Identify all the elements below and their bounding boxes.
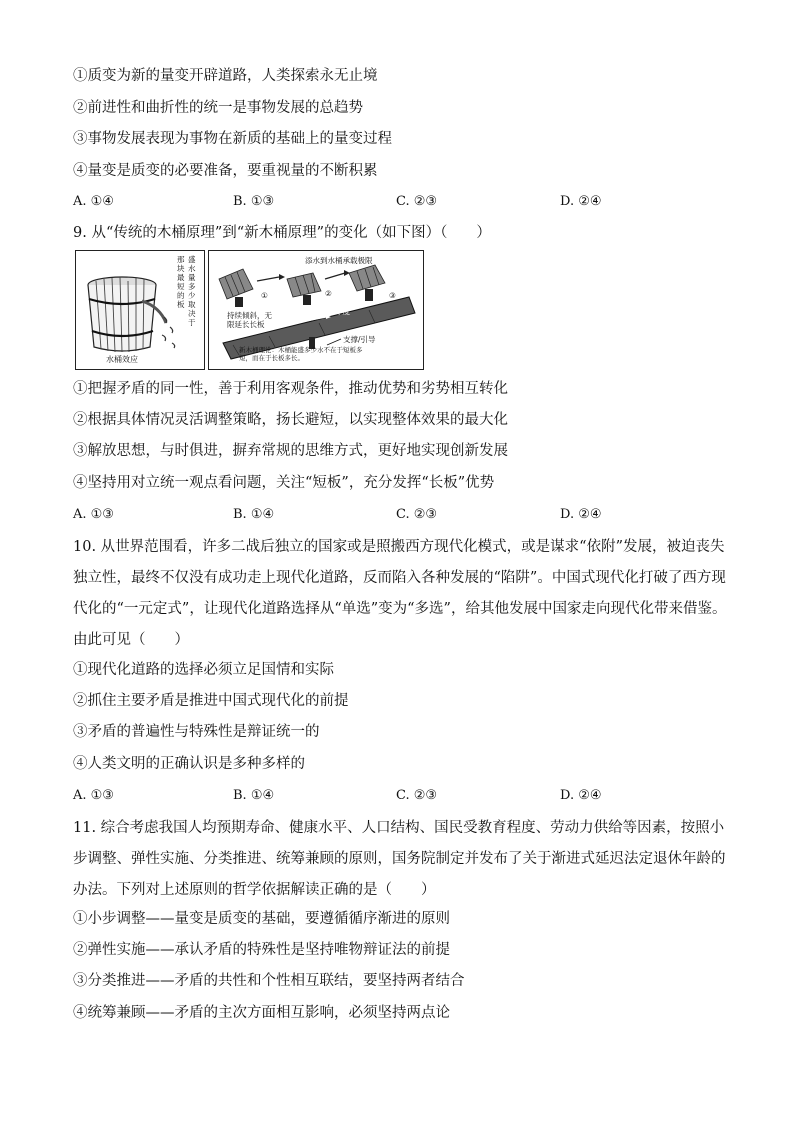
- q11-item-1: ①小步调整——量变是质变的基础，要遵循循序渐进的原则: [73, 911, 450, 927]
- q9-option-b: B. ①④: [233, 507, 275, 522]
- bucket-effect-caption: 水桶效应: [106, 355, 138, 364]
- q8-item-4: ④量变是质变的必要准备，要重视量的不断积累: [73, 163, 378, 179]
- q10-item-3: ③矛盾的普遍性与特殊性是辩证统一的: [73, 724, 320, 740]
- q10-option-a: A. ①③: [73, 788, 114, 803]
- q8-option-d: D. ②④: [560, 194, 602, 209]
- q10-stem: 10. 从世界范围看，许多二战后独立的国家或是照搬西方现代化模式，或是谋求“依附”发展，被迫丧失独立性，最终不仅没有成功走上现代化道路，反而陷入各种发展的“陷阱”。中国式现代化打破了西方现代化的“一元定式”，让现代化道路选择从“单选”变为“多选”，给其他发展中国家走向现代化带来借鉴。由此可见（ ）: [73, 539, 727, 648]
- step-number-3: ③: [389, 291, 396, 300]
- q11-item-2: ②弹性实施——承认矛盾的特殊性是坚持唯物辩证法的前提: [73, 942, 450, 958]
- q10-item-4: ④人类文明的正确认识是多种多样的: [73, 756, 305, 772]
- q9-item-3: ③解放思想，与时俱进，摒弃常规的思维方式，更好地实现创新发展: [73, 443, 508, 459]
- q10-item-1: ①现代化道路的选择必须立足国情和实际: [73, 662, 334, 678]
- q8-item-1: ①质变为新的量变开辟道路，人类探索永无止境: [73, 68, 378, 84]
- q10-item-2: ②抓住主要矛盾是推进中国式现代化的前提: [73, 693, 349, 709]
- q9-stem: 9. 从“传统的木桶原理”到“新木桶原理”的变化（如下图）（ ）: [73, 225, 491, 241]
- q9-item-2: ②根据具体情况灵活调整策略，扬长避短，以实现整体效果的最大化: [73, 412, 508, 428]
- q9-option-d: D. ②④: [560, 507, 602, 522]
- q9-item-4: ④坚持用对立统一观点看问题，关注“短板”，充分发挥“长板”优势: [73, 475, 495, 491]
- q8-option-c: C. ②③: [396, 194, 438, 209]
- q9-item-1: ①把握矛盾的同一性，善于利用客观条件，推动优势和劣势相互转化: [73, 381, 508, 397]
- step-number-1: ①: [261, 291, 268, 300]
- q8-option-b: B. ①③: [233, 194, 275, 209]
- bucket-effect-panel: [75, 250, 205, 370]
- q8-item-2: ②前进性和曲折性的统一是事物发展的总趋势: [73, 100, 363, 116]
- q9-option-a: A. ①③: [73, 507, 114, 522]
- new-barrel-theory-text: 新木桶理论：木桶能盛多少水不在于短板多短，而在于长板多长。: [239, 346, 363, 362]
- q8-option-a: A. ①④: [73, 194, 114, 209]
- label-keep-tilting: 持续倾斜，无限延长长板: [227, 311, 272, 329]
- q9-option-c: C. ②③: [396, 507, 438, 522]
- q8-item-3: ③事物发展表现为事物在新质的基础上的量变过程: [73, 131, 392, 147]
- q10-option-c: C. ②③: [396, 788, 438, 803]
- new-barrel-panel: [208, 250, 424, 370]
- q11-stem: 11. 综合考虑我国人均预期寿命、健康水平、人口结构、国民受教育程度、劳动力供给等因素，按照小步调整、弹性实施、分类推进、统筹兼顾的原则，国务院制定并发布了关于渐进式延迟法定退休年龄的办法。下列对上述原则的哲学依据解读正确的是（ ）: [73, 820, 726, 898]
- label-fill-to-limit: 添水到水桶承载极限: [305, 256, 373, 265]
- label-above-zero: 永远大于零度: [305, 307, 350, 316]
- bucket-vertical-caption: 盛 水 量 多 少 取 决 于 那 块 最 短 的 板: [177, 255, 196, 327]
- label-support-guide: 支撑/引导: [343, 335, 376, 344]
- q11-item-3: ③分类推进——矛盾的共性和个性相互联结，要坚持两者结合: [73, 973, 465, 989]
- q11-item-4: ④统筹兼顾——矛盾的主次方面相互影响，必须坚持两点论: [73, 1005, 450, 1021]
- q10-option-d: D. ②④: [560, 788, 602, 803]
- q10-option-b: B. ①④: [233, 788, 275, 803]
- step-number-2: ②: [325, 289, 332, 298]
